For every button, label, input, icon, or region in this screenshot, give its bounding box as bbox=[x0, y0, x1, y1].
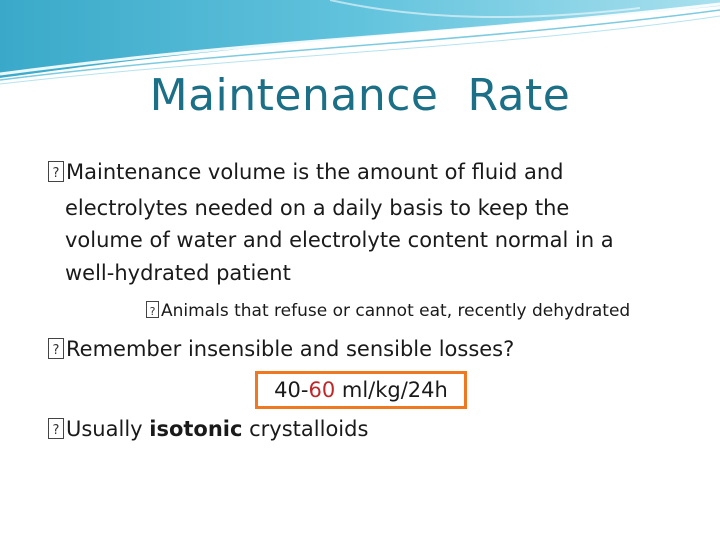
bullet-1 bbox=[48, 157, 563, 188]
rate-suffix: ml/kg/24h bbox=[335, 378, 448, 402]
bullet-icon bbox=[48, 338, 64, 359]
bullet-3 bbox=[48, 414, 368, 445]
rate-highlight-box bbox=[255, 371, 467, 409]
slide-title: Maintenance Rate bbox=[149, 70, 571, 121]
bullet-3-bold: isotonic bbox=[149, 417, 243, 441]
rate-prefix: 40- bbox=[274, 378, 309, 402]
bullet-icon bbox=[48, 161, 64, 182]
bullet-2-text: Remember insensible and sensible losses? bbox=[66, 337, 515, 361]
bullet-icon bbox=[48, 418, 64, 439]
bullet-3-before: Usually bbox=[66, 417, 150, 441]
bullet-1-line-2: electrolytes needed on a daily basis to keep the bbox=[65, 196, 570, 220]
bullet-1-line-1: Maintenance volume is the amount of fluid and bbox=[66, 160, 564, 184]
bullet-icon bbox=[146, 301, 159, 318]
sub-bullet-1-text: Animals that refuse or cannot eat, recently dehydrated bbox=[161, 301, 631, 321]
bullet-2 bbox=[48, 334, 514, 365]
bullet-1-line-4: well-hydrated patient bbox=[65, 261, 291, 285]
bullet-1-line-3: volume of water and electrolyte content normal in a bbox=[65, 228, 614, 252]
rate-highlight-value: 60 bbox=[308, 378, 336, 402]
sub-bullet-1 bbox=[146, 298, 630, 324]
bullet-3-after: crystalloids bbox=[242, 417, 369, 441]
